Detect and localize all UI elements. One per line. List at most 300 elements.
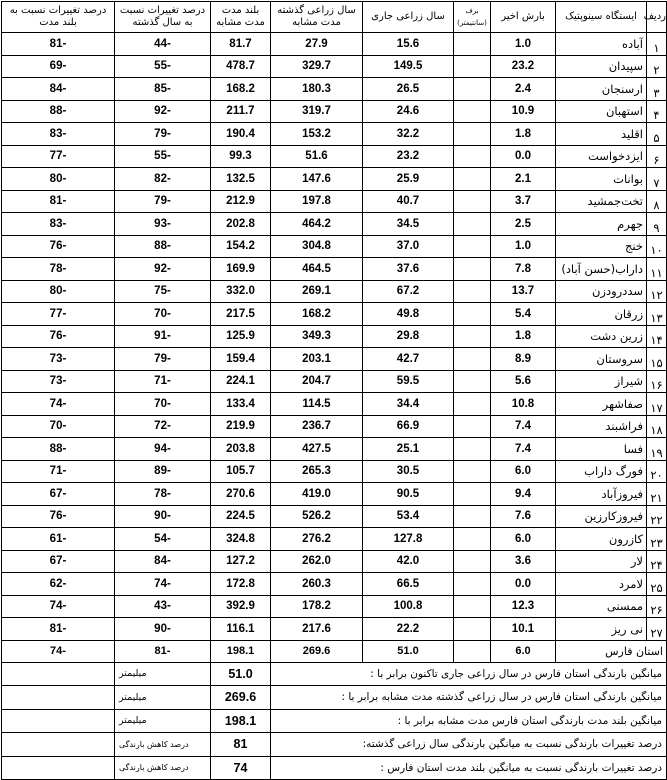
recent-rain-value: 10.9: [491, 100, 556, 123]
table-row: [2, 33, 667, 56]
table-row: [2, 415, 667, 438]
change-last-year-value: -79: [115, 348, 211, 371]
last-year-value: 236.7: [271, 415, 363, 438]
change-long-term-value: -81: [2, 33, 115, 56]
long-term-value: 159.4: [211, 348, 271, 371]
recent-rain-value: 13.7: [491, 280, 556, 303]
change-long-term-value: -74: [2, 393, 115, 416]
summary-blank: [2, 756, 115, 780]
last-year-value: 168.2: [271, 303, 363, 326]
current-year-value: 90.5: [363, 483, 454, 506]
current-year-value: 37.0: [363, 235, 454, 258]
change-long-term-value: -73: [2, 370, 115, 393]
table-row: [2, 325, 667, 348]
snow-value: [454, 460, 491, 483]
snow-value: [454, 78, 491, 101]
snow-value: [454, 303, 491, 326]
long-term-value: 219.9: [211, 415, 271, 438]
station-row-number: ۸: [647, 190, 667, 213]
current-year-value: 30.5: [363, 460, 454, 483]
snow-value: [454, 33, 491, 56]
recent-rain-value: 7.4: [491, 438, 556, 461]
table-row: [2, 505, 667, 528]
current-year-value: 23.2: [363, 145, 454, 168]
change-last-year-value: -88: [115, 235, 211, 258]
summary-blank: [2, 662, 115, 686]
change-last-year-value: -90: [115, 505, 211, 528]
header-change-last-year: درصد تغییرات نسبت به سال گذشته: [115, 2, 211, 33]
long-term-value: 392.9: [211, 595, 271, 618]
snow-value: [454, 213, 491, 236]
summary-unit: میلیمتر: [115, 709, 211, 733]
change-last-year-value: -44: [115, 33, 211, 56]
change-last-year-value: -84: [115, 550, 211, 573]
station-name: داراب(حسن آباد): [556, 258, 647, 281]
last-year-value: 319.7: [271, 100, 363, 123]
current-year-value: 100.8: [363, 595, 454, 618]
long-term-value: 154.2: [211, 235, 271, 258]
station-name: بوانات: [556, 168, 647, 191]
rainfall-table: [1, 1, 667, 780]
station-row-number: ۱۹: [647, 438, 667, 461]
station-row-number: ۷: [647, 168, 667, 191]
last-year-value: 276.2: [271, 528, 363, 551]
change-last-year-value: -72: [115, 415, 211, 438]
table-row: [2, 235, 667, 258]
station-row-number: ۲۵: [647, 573, 667, 596]
recent-rain-value: 7.8: [491, 258, 556, 281]
long-term-value: 224.1: [211, 370, 271, 393]
station-row-number: ۲۶: [647, 595, 667, 618]
station-row-number: ۲۱: [647, 483, 667, 506]
last-year-value: 349.3: [271, 325, 363, 348]
table-row: [2, 280, 667, 303]
current-year-value: 32.2: [363, 123, 454, 146]
change-last-year-value: -55: [115, 145, 211, 168]
summary-unit: میلیمتر: [115, 686, 211, 710]
recent-rain-value: 6.0: [491, 460, 556, 483]
station-row-number: ۱۴: [647, 325, 667, 348]
recent-rain-value: 7.4: [491, 415, 556, 438]
change-long-term-value: -76: [2, 325, 115, 348]
current-year-value: 49.8: [363, 303, 454, 326]
table-body: [2, 33, 667, 780]
current-year-value: 53.4: [363, 505, 454, 528]
station-name: شیراز: [556, 370, 647, 393]
change-long-term-value: -80: [2, 280, 115, 303]
station-name: صفاشهر: [556, 393, 647, 416]
summary-row: [2, 756, 667, 780]
table-row: [2, 123, 667, 146]
long-term-value: 132.5: [211, 168, 271, 191]
summary-value: 74: [211, 756, 271, 780]
station-name: زرین دشت: [556, 325, 647, 348]
change-long-term-value: -81: [2, 618, 115, 641]
current-year-value: 25.1: [363, 438, 454, 461]
station-row-number: ۲۴: [647, 550, 667, 573]
long-term-value: 202.8: [211, 213, 271, 236]
station-name: سپیدان: [556, 55, 647, 78]
change-last-year-value: -75: [115, 280, 211, 303]
snow-value: [454, 505, 491, 528]
station-name: ممسنی: [556, 595, 647, 618]
change-long-term-value: -88: [2, 438, 115, 461]
last-year-value: 180.3: [271, 78, 363, 101]
snow-value: [454, 370, 491, 393]
current-year-value: 34.4: [363, 393, 454, 416]
station-row-number: ۴: [647, 100, 667, 123]
total-current: 51.0: [363, 640, 454, 662]
current-year-value: 25.9: [363, 168, 454, 191]
change-long-term-value: -83: [2, 213, 115, 236]
total-snow: [454, 640, 491, 662]
change-last-year-value: -94: [115, 438, 211, 461]
total-recent: 6.0: [491, 640, 556, 662]
summary-text: میانگین بارندگی استان فارس در سال زراعی جاری تاکنون برابر با :: [271, 662, 667, 686]
long-term-value: 224.5: [211, 505, 271, 528]
current-year-value: 42.7: [363, 348, 454, 371]
recent-rain-value: 2.1: [491, 168, 556, 191]
snow-value: [454, 235, 491, 258]
current-year-value: 37.6: [363, 258, 454, 281]
station-row-number: ۱۷: [647, 393, 667, 416]
summary-blank: [2, 686, 115, 710]
current-year-value: 149.5: [363, 55, 454, 78]
summary-unit: درصد کاهش بارندگی: [115, 756, 211, 780]
snow-value: [454, 123, 491, 146]
station-row-number: ۱۰: [647, 235, 667, 258]
header-snow: برف (سانتیمتر): [454, 2, 491, 33]
header-last-year: سال زراعی گذشته مدت مشابه: [271, 2, 363, 33]
change-long-term-value: -67: [2, 550, 115, 573]
recent-rain-value: 9.4: [491, 483, 556, 506]
change-long-term-value: -70: [2, 415, 115, 438]
change-long-term-value: -69: [2, 55, 115, 78]
summary-value: 198.1: [211, 709, 271, 733]
station-name: فیروزآباد: [556, 483, 647, 506]
current-year-value: 42.0: [363, 550, 454, 573]
header-row: [2, 2, 667, 33]
station-name: خنج: [556, 235, 647, 258]
long-term-value: 332.0: [211, 280, 271, 303]
snow-value: [454, 438, 491, 461]
long-term-value: 168.2: [211, 78, 271, 101]
snow-value: [454, 190, 491, 213]
long-term-value: 203.8: [211, 438, 271, 461]
recent-rain-value: 3.7: [491, 190, 556, 213]
table-row: [2, 168, 667, 191]
snow-value: [454, 55, 491, 78]
table-row: [2, 550, 667, 573]
recent-rain-value: 10.8: [491, 393, 556, 416]
recent-rain-value: 23.2: [491, 55, 556, 78]
change-last-year-value: -79: [115, 190, 211, 213]
summary-row: [2, 709, 667, 733]
last-year-value: 51.6: [271, 145, 363, 168]
summary-blank: [2, 733, 115, 757]
station-name: فسا: [556, 438, 647, 461]
total-station: استان فارس: [556, 640, 667, 662]
summary-value: 51.0: [211, 662, 271, 686]
station-row-number: ۱۲: [647, 280, 667, 303]
station-row-number: ۱۶: [647, 370, 667, 393]
last-year-value: 464.5: [271, 258, 363, 281]
snow-value: [454, 100, 491, 123]
recent-rain-value: 2.4: [491, 78, 556, 101]
table-row: [2, 460, 667, 483]
long-term-value: 172.8: [211, 573, 271, 596]
current-year-value: 15.6: [363, 33, 454, 56]
station-name: فراشبند: [556, 415, 647, 438]
long-term-value: 105.7: [211, 460, 271, 483]
summary-unit: درصد کاهش بارندگی: [115, 733, 211, 757]
snow-value: [454, 573, 491, 596]
last-year-value: 262.0: [271, 550, 363, 573]
total-chg-last: -81: [115, 640, 211, 662]
station-name: ایزدخواست: [556, 145, 647, 168]
long-term-value: 116.1: [211, 618, 271, 641]
snow-value: [454, 595, 491, 618]
current-year-value: 29.8: [363, 325, 454, 348]
current-year-value: 34.5: [363, 213, 454, 236]
change-last-year-value: -43: [115, 595, 211, 618]
table-row: [2, 213, 667, 236]
change-long-term-value: -74: [2, 595, 115, 618]
long-term-value: 133.4: [211, 393, 271, 416]
summary-row: [2, 733, 667, 757]
change-last-year-value: -70: [115, 393, 211, 416]
summary-blank: [2, 709, 115, 733]
station-name: ارسنجان: [556, 78, 647, 101]
recent-rain-value: 0.0: [491, 145, 556, 168]
change-last-year-value: -54: [115, 528, 211, 551]
summary-text: میانگین بارندگی استان فارس در سال زراعی گذشته مدت مشابه برابر با :: [271, 686, 667, 710]
summary-row: [2, 686, 667, 710]
table-row: [2, 348, 667, 371]
table-row: [2, 595, 667, 618]
change-last-year-value: -70: [115, 303, 211, 326]
rainfall-report: [1, 1, 666, 775]
recent-rain-value: 10.1: [491, 618, 556, 641]
last-year-value: 197.8: [271, 190, 363, 213]
station-name: سروستان: [556, 348, 647, 371]
long-term-value: 127.2: [211, 550, 271, 573]
change-last-year-value: -91: [115, 325, 211, 348]
recent-rain-value: 0.0: [491, 573, 556, 596]
change-long-term-value: -61: [2, 528, 115, 551]
snow-value: [454, 483, 491, 506]
station-row-number: ۲۳: [647, 528, 667, 551]
station-name: سددرودزن: [556, 280, 647, 303]
table-row: [2, 100, 667, 123]
last-year-value: 419.0: [271, 483, 363, 506]
last-year-value: 217.6: [271, 618, 363, 641]
total-last: 269.6: [271, 640, 363, 662]
snow-value: [454, 618, 491, 641]
station-row-number: ۶: [647, 145, 667, 168]
last-year-value: 260.3: [271, 573, 363, 596]
station-name: نی ریز: [556, 618, 647, 641]
change-long-term-value: -78: [2, 258, 115, 281]
table-row: [2, 258, 667, 281]
last-year-value: 153.2: [271, 123, 363, 146]
snow-value: [454, 168, 491, 191]
long-term-value: 212.9: [211, 190, 271, 213]
station-name: آباده: [556, 33, 647, 56]
summary-row: [2, 662, 667, 686]
change-last-year-value: -79: [115, 123, 211, 146]
station-row-number: ۹: [647, 213, 667, 236]
current-year-value: 40.7: [363, 190, 454, 213]
station-row-number: ۱: [647, 33, 667, 56]
change-long-term-value: -67: [2, 483, 115, 506]
station-row-number: ۲۲: [647, 505, 667, 528]
table-row: [2, 55, 667, 78]
table-row: [2, 483, 667, 506]
station-name: کازرون: [556, 528, 647, 551]
change-long-term-value: -76: [2, 505, 115, 528]
station-row-number: ۵: [647, 123, 667, 146]
last-year-value: 329.7: [271, 55, 363, 78]
snow-value: [454, 550, 491, 573]
snow-value: [454, 415, 491, 438]
recent-rain-value: 1.8: [491, 123, 556, 146]
snow-value: [454, 528, 491, 551]
summary-value: 269.6: [211, 686, 271, 710]
long-term-value: 217.5: [211, 303, 271, 326]
last-year-value: 178.2: [271, 595, 363, 618]
summary-text: درصد تغییرات بارندگی نسبت به میانگین بلند مدت استان فارس :: [271, 756, 667, 780]
station-name: لار: [556, 550, 647, 573]
change-long-term-value: -62: [2, 573, 115, 596]
station-row-number: ۱۸: [647, 415, 667, 438]
current-year-value: 26.5: [363, 78, 454, 101]
station-name: لامرد: [556, 573, 647, 596]
change-long-term-value: -77: [2, 303, 115, 326]
header-long-term: بلند مدت مدت مشابه: [211, 2, 271, 33]
snow-value: [454, 325, 491, 348]
station-name: زرقان: [556, 303, 647, 326]
table-row: [2, 78, 667, 101]
summary-value: 81: [211, 733, 271, 757]
table-row: [2, 370, 667, 393]
summary-text: میانگین بلند مدت بارندگی استان فارس مدت مشابه برابر با :: [271, 709, 667, 733]
last-year-value: 304.8: [271, 235, 363, 258]
recent-rain-value: 1.8: [491, 325, 556, 348]
change-last-year-value: -90: [115, 618, 211, 641]
station-row-number: ۱۵: [647, 348, 667, 371]
change-last-year-value: -55: [115, 55, 211, 78]
recent-rain-value: 3.6: [491, 550, 556, 573]
current-year-value: 24.6: [363, 100, 454, 123]
recent-rain-value: 6.0: [491, 528, 556, 551]
table-row: [2, 145, 667, 168]
header-row-no: ردیف: [647, 2, 667, 33]
header-current-year: سال زراعی جاری: [363, 2, 454, 33]
change-last-year-value: -78: [115, 483, 211, 506]
snow-value: [454, 145, 491, 168]
change-last-year-value: -71: [115, 370, 211, 393]
current-year-value: 127.8: [363, 528, 454, 551]
last-year-value: 204.7: [271, 370, 363, 393]
last-year-value: 27.9: [271, 33, 363, 56]
station-name: اقلید: [556, 123, 647, 146]
snow-value: [454, 280, 491, 303]
summary-text: درصد تغییرات بارندگی نسبت به میانگین بارندگی سال زراعی گذشته:: [271, 733, 667, 757]
last-year-value: 427.5: [271, 438, 363, 461]
table-row: [2, 573, 667, 596]
last-year-value: 147.6: [271, 168, 363, 191]
change-long-term-value: -83: [2, 123, 115, 146]
change-long-term-value: -80: [2, 168, 115, 191]
snow-value: [454, 258, 491, 281]
station-name: فورگ داراب: [556, 460, 647, 483]
long-term-value: 99.3: [211, 145, 271, 168]
last-year-value: 114.5: [271, 393, 363, 416]
long-term-value: 81.7: [211, 33, 271, 56]
long-term-value: 270.6: [211, 483, 271, 506]
change-last-year-value: -82: [115, 168, 211, 191]
recent-rain-value: 7.6: [491, 505, 556, 528]
last-year-value: 203.1: [271, 348, 363, 371]
current-year-value: 59.5: [363, 370, 454, 393]
current-year-value: 67.2: [363, 280, 454, 303]
table-row: [2, 190, 667, 213]
change-long-term-value: -73: [2, 348, 115, 371]
header-station: ایستگاه سینوپتیک: [556, 2, 647, 33]
table-row: [2, 438, 667, 461]
station-name: تخت‌جمشید: [556, 190, 647, 213]
table-row: [2, 528, 667, 551]
change-long-term-value: -77: [2, 145, 115, 168]
recent-rain-value: 8.9: [491, 348, 556, 371]
current-year-value: 66.9: [363, 415, 454, 438]
recent-rain-value: 2.5: [491, 213, 556, 236]
long-term-value: 211.7: [211, 100, 271, 123]
change-long-term-value: -81: [2, 190, 115, 213]
station-row-number: ۱۳: [647, 303, 667, 326]
change-last-year-value: -89: [115, 460, 211, 483]
long-term-value: 324.8: [211, 528, 271, 551]
snow-value: [454, 348, 491, 371]
table-row: [2, 393, 667, 416]
station-row-number: ۲: [647, 55, 667, 78]
change-last-year-value: -74: [115, 573, 211, 596]
station-name: فیروزکارزین: [556, 505, 647, 528]
total-long: 198.1: [211, 640, 271, 662]
station-name: جهرم: [556, 213, 647, 236]
last-year-value: 526.2: [271, 505, 363, 528]
summary-unit: میلیمتر: [115, 662, 211, 686]
long-term-value: 125.9: [211, 325, 271, 348]
station-row-number: ۱۱: [647, 258, 667, 281]
change-long-term-value: -71: [2, 460, 115, 483]
change-long-term-value: -76: [2, 235, 115, 258]
snow-value: [454, 393, 491, 416]
station-row-number: ۲۷: [647, 618, 667, 641]
recent-rain-value: 1.0: [491, 33, 556, 56]
long-term-value: 169.9: [211, 258, 271, 281]
station-row-number: ۲۰: [647, 460, 667, 483]
change-last-year-value: -93: [115, 213, 211, 236]
change-last-year-value: -85: [115, 78, 211, 101]
station-row-number: ۳: [647, 78, 667, 101]
table-row: [2, 303, 667, 326]
recent-rain-value: 5.4: [491, 303, 556, 326]
station-name: استهبان: [556, 100, 647, 123]
header-change-long-term: درصد تغییرات نسبت به بلند مدت: [2, 2, 115, 33]
province-total-row: [2, 640, 667, 662]
